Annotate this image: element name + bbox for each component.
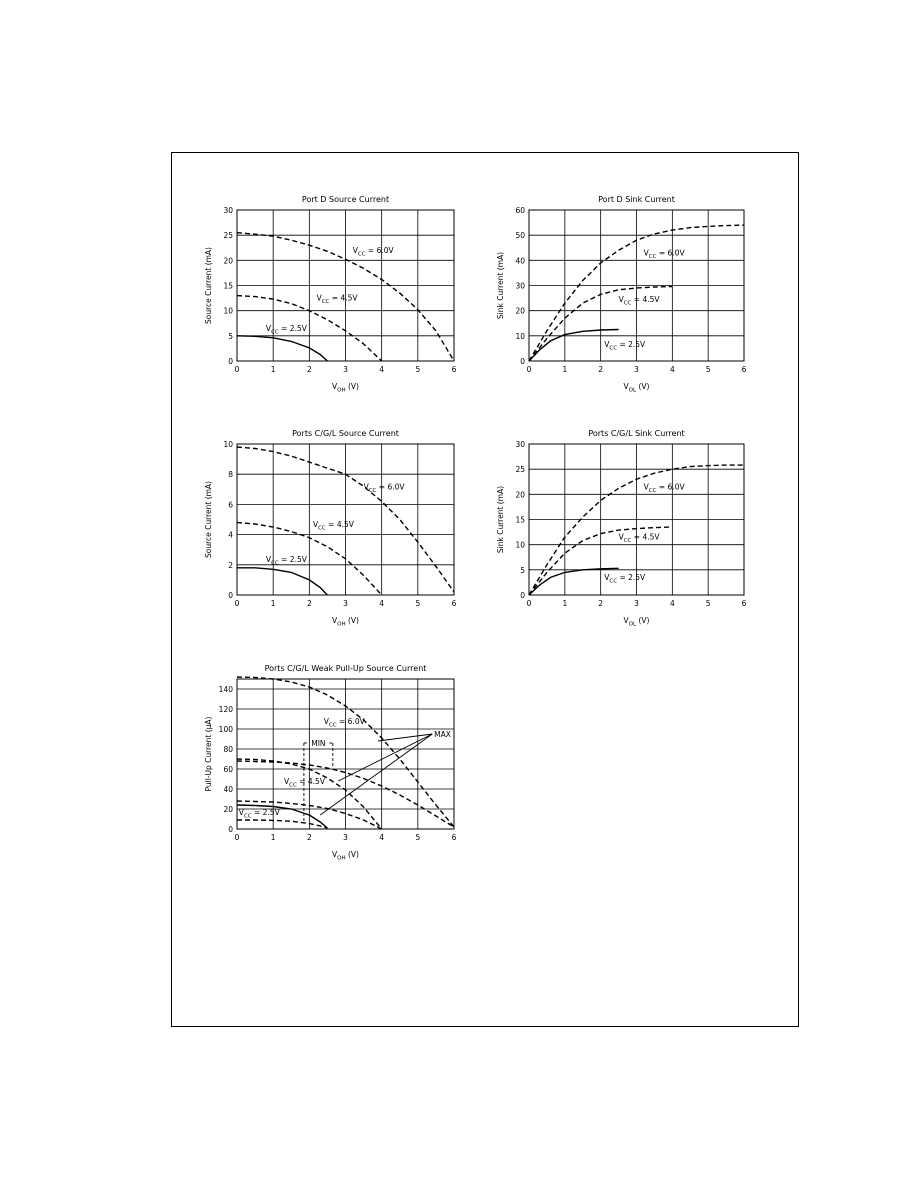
series-label: $V_{CC} = 2.5V$ [238, 808, 280, 820]
x-axis-label: $V_{OH}$ (V) [332, 616, 359, 628]
x-tick-label: 5 [415, 599, 421, 608]
max-arrow [320, 734, 432, 815]
min-annotation: MIN [311, 739, 326, 748]
x-tick-label: 4 [379, 599, 385, 608]
x-tick-label: 6 [741, 365, 747, 374]
y-tick-label: 10 [223, 440, 233, 449]
x-tick-label: 5 [705, 365, 711, 374]
x-tick-label: 1 [562, 365, 568, 374]
y-tick-label: 20 [223, 805, 233, 814]
y-tick-label: 60 [515, 206, 525, 215]
y-tick-label: 100 [218, 725, 233, 734]
series-line [237, 568, 327, 595]
series-label: $V_{CC} = 4.5V$ [284, 777, 325, 789]
y-tick-label: 10 [515, 540, 525, 550]
y-tick-label: 120 [218, 705, 233, 714]
x-tick-label: 1 [270, 365, 276, 374]
y-tick-label: 4 [228, 530, 233, 540]
series-label: $V_{CC} = 2.5V$ [604, 340, 646, 352]
series-label: $V_{CC} = 6.0V$ [352, 245, 394, 258]
x-tick-label: 2 [306, 833, 312, 842]
y-tick-label: 8 [228, 470, 233, 480]
y-tick-label: 30 [515, 281, 525, 291]
x-tick-label: 4 [669, 599, 675, 608]
y-axis-label: Source Current (mA) [204, 247, 213, 324]
series-line [237, 820, 327, 828]
y-tick-label: 0 [520, 591, 525, 600]
x-tick-label: 4 [379, 833, 385, 842]
y-tick-label: 10 [223, 306, 233, 316]
y-tick-label: 20 [223, 256, 233, 266]
y-tick-label: 25 [223, 231, 233, 241]
chart-title: Port D Source Current [301, 195, 390, 204]
y-tick-label: 60 [223, 765, 233, 774]
x-tick-label: 0 [234, 365, 240, 374]
series-label: $V_{CC} = 2.5V$ [604, 572, 646, 585]
y-tick-label: 140 [218, 685, 233, 694]
y-tick-label: 0 [228, 357, 233, 366]
x-tick-label: 1 [562, 599, 568, 608]
chart-2 [496, 195, 747, 394]
y-tick-label: 6 [228, 500, 233, 510]
x-tick-label: 2 [598, 599, 604, 608]
x-tick-label: 5 [705, 599, 711, 608]
chart-5 [204, 664, 457, 862]
x-tick-label: 5 [415, 365, 421, 374]
series-line [237, 336, 327, 361]
x-tick-label: 3 [343, 365, 348, 374]
x-tick-label: 2 [306, 365, 312, 374]
chart-3 [204, 429, 457, 628]
y-tick-label: 0 [228, 591, 233, 600]
y-axis-label: Sink Current (mA) [496, 251, 505, 320]
x-tick-label: 2 [306, 599, 312, 608]
x-tick-label: 4 [669, 365, 675, 374]
chart-4 [496, 429, 747, 628]
y-tick-label: 30 [515, 440, 525, 449]
y-tick-label: 10 [515, 331, 525, 341]
y-tick-label: 25 [515, 465, 525, 475]
series-label: $V_{CC} = 4.5V$ [618, 532, 660, 545]
y-tick-label: 5 [228, 331, 233, 341]
x-tick-label: 0 [234, 833, 240, 842]
y-tick-label: 40 [515, 256, 525, 266]
series-label: $V_{CC} = 4.5V$ [618, 294, 660, 307]
x-tick-label: 6 [451, 599, 457, 608]
chart-title: Port D Sink Current [598, 195, 675, 204]
x-tick-label: 3 [343, 833, 348, 842]
series-label: $V_{CC} = 4.5V$ [312, 520, 354, 532]
max-annotation: MAX [434, 730, 451, 739]
y-axis-label: Source Current (mA) [204, 481, 213, 558]
x-tick-label: 6 [741, 599, 747, 608]
series-label: $V_{CC} = 2.5V$ [265, 554, 307, 567]
x-axis-label: $V_{OL}$ (V) [623, 616, 650, 628]
chart-title: Ports C/G/L Source Current [292, 429, 399, 438]
chart-title: Ports C/G/L Sink Current [588, 429, 685, 438]
y-tick-label: 2 [228, 560, 233, 570]
x-tick-label: 1 [270, 833, 276, 842]
chart-1 [204, 195, 457, 394]
x-tick-label: 3 [634, 365, 639, 374]
x-tick-label: 3 [343, 599, 348, 608]
y-tick-label: 30 [223, 206, 233, 215]
y-tick-label: 40 [223, 785, 233, 794]
x-axis-label: $V_{OL}$ (V) [623, 382, 650, 394]
y-axis-label: Pull-Up Current (µA) [204, 716, 213, 792]
chart-title: Ports C/G/L Weak Pull-Up Source Current [264, 664, 427, 673]
y-tick-label: 0 [228, 825, 233, 834]
x-tick-label: 0 [526, 365, 532, 374]
y-tick-label: 80 [223, 745, 233, 754]
x-tick-label: 4 [379, 365, 385, 374]
y-tick-label: 0 [520, 357, 525, 366]
y-axis-label: Sink Current (mA) [496, 485, 505, 554]
x-tick-label: 2 [598, 365, 604, 374]
y-tick-label: 5 [520, 565, 525, 575]
x-tick-label: 5 [415, 833, 421, 842]
y-tick-label: 50 [515, 231, 525, 241]
x-tick-label: 0 [526, 599, 532, 608]
x-axis-label: $V_{OH}$ (V) [332, 850, 359, 862]
x-tick-label: 3 [634, 599, 639, 608]
x-axis-label: $V_{OH}$ (V) [332, 382, 359, 394]
series-label: $V_{CC} = 6.0V$ [363, 482, 405, 494]
x-tick-label: 6 [451, 833, 457, 842]
x-tick-label: 0 [234, 599, 240, 608]
x-tick-label: 6 [451, 365, 457, 374]
y-tick-label: 15 [223, 281, 233, 291]
series-label: $V_{CC} = 6.0V$ [643, 482, 685, 494]
series-label: $V_{CC} = 2.5V$ [265, 323, 307, 336]
x-tick-label: 1 [270, 599, 276, 608]
y-tick-label: 20 [515, 490, 525, 500]
series-label: $V_{CC} = 4.5V$ [316, 293, 358, 306]
series-label: $V_{CC} = 6.0V$ [323, 717, 365, 729]
y-tick-label: 20 [515, 306, 525, 316]
y-tick-label: 15 [515, 515, 525, 525]
series-label: $V_{CC} = 6.0V$ [643, 248, 685, 260]
